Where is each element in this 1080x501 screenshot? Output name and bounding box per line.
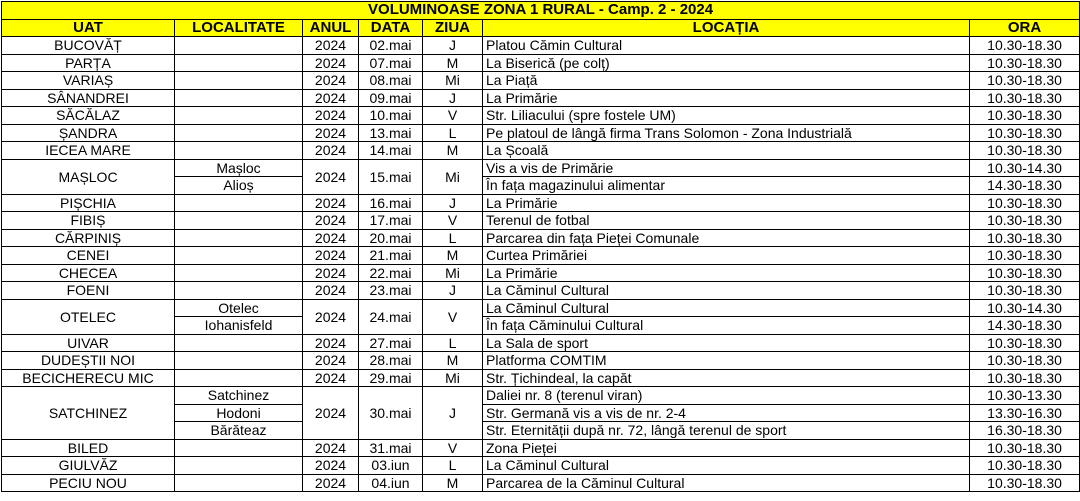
cell-locatia: La Sala de sport	[483, 334, 970, 352]
cell-locatia: La Căminul Cultural	[483, 457, 970, 475]
cell-localitate	[175, 229, 303, 247]
cell-locatia: Parcarea din fața Pieței Comunale	[483, 229, 970, 247]
cell-anul: 2024	[303, 229, 359, 247]
table-row	[2, 142, 1080, 160]
cell-ora: 10.30-13.30	[970, 387, 1080, 405]
cell-ora: 10.30-18.30	[970, 474, 1080, 492]
cell-uat: BECICHERECU MIC	[2, 369, 175, 387]
schedule-table	[1, 1, 1080, 492]
cell-locatia: Str. Liliacului (spre fostele UM)	[483, 107, 970, 125]
cell-ora: 10.30-18.30	[970, 457, 1080, 475]
cell-localitate: Satchinez	[175, 387, 303, 405]
header-uat: UAT	[2, 19, 175, 37]
cell-localitate	[175, 264, 303, 282]
cell-data: 20.mai	[359, 229, 423, 247]
cell-locatia: Pe platoul de lângă firma Trans Solomon - Zona Industrială	[483, 124, 970, 142]
cell-ziua: J	[423, 387, 483, 440]
cell-ora: 10.30-14.30	[970, 159, 1080, 177]
cell-localitate	[175, 282, 303, 300]
cell-localitate	[175, 474, 303, 492]
table-row	[2, 387, 1080, 405]
table-row	[2, 264, 1080, 282]
cell-localitate	[175, 107, 303, 125]
table-row	[2, 159, 1080, 177]
cell-locatia: Str. Germană vis a vis de nr. 2-4	[483, 404, 970, 422]
cell-ora: 10.30-18.30	[970, 72, 1080, 90]
cell-uat: OTELEC	[2, 299, 175, 334]
cell-data: 08.mai	[359, 72, 423, 90]
cell-data: 24.mai	[359, 299, 423, 334]
cell-anul: 2024	[303, 159, 359, 194]
table-row	[2, 89, 1080, 107]
cell-ora: 10.30-18.30	[970, 124, 1080, 142]
cell-locatia: La Biserică (pe colț)	[483, 54, 970, 72]
cell-data: 28.mai	[359, 352, 423, 370]
header-ora: ORA	[970, 19, 1080, 37]
cell-anul: 2024	[303, 124, 359, 142]
cell-anul: 2024	[303, 247, 359, 265]
cell-ziua: M	[423, 54, 483, 72]
cell-ziua: L	[423, 124, 483, 142]
table-row	[2, 247, 1080, 265]
table-body	[2, 37, 1080, 492]
cell-ora: 14.30-18.30	[970, 317, 1080, 335]
cell-ora: 10.30-18.30	[970, 212, 1080, 230]
cell-ora: 10.30-14.30	[970, 299, 1080, 317]
cell-anul: 2024	[303, 282, 359, 300]
cell-ora: 10.30-18.30	[970, 142, 1080, 160]
cell-data: 31.mai	[359, 439, 423, 457]
table-row	[2, 334, 1080, 352]
cell-locatia: La Primărie	[483, 264, 970, 282]
cell-uat: IECEA MARE	[2, 142, 175, 160]
cell-locatia: Vis a vis de Primărie	[483, 159, 970, 177]
cell-ziua: V	[423, 107, 483, 125]
cell-uat: PIȘCHIA	[2, 194, 175, 212]
header-anul: ANUL	[303, 19, 359, 37]
cell-localitate	[175, 89, 303, 107]
cell-ziua: L	[423, 229, 483, 247]
cell-uat: SATCHINEZ	[2, 387, 175, 440]
cell-uat: SÂNANDREI	[2, 89, 175, 107]
cell-locatia: Parcarea de la Căminul Cultural	[483, 474, 970, 492]
cell-anul: 2024	[303, 194, 359, 212]
cell-anul: 2024	[303, 54, 359, 72]
cell-uat: FIBIȘ	[2, 212, 175, 230]
cell-ziua: Mi	[423, 264, 483, 282]
cell-ziua: J	[423, 89, 483, 107]
cell-data: 23.mai	[359, 282, 423, 300]
cell-localitate	[175, 369, 303, 387]
cell-data: 21.mai	[359, 247, 423, 265]
cell-localitate: Hodoni	[175, 404, 303, 422]
cell-locatia: Curtea Primăriei	[483, 247, 970, 265]
cell-locatia: La Căminul Cultural	[483, 282, 970, 300]
cell-ora: 10.30-18.30	[970, 439, 1080, 457]
cell-uat: MAȘLOC	[2, 159, 175, 194]
cell-locatia: Terenul de fotbal	[483, 212, 970, 230]
cell-ziua: J	[423, 194, 483, 212]
cell-anul: 2024	[303, 474, 359, 492]
cell-anul: 2024	[303, 352, 359, 370]
cell-data: 29.mai	[359, 369, 423, 387]
cell-data: 14.mai	[359, 142, 423, 160]
header-localitate: LOCALITATE	[175, 19, 303, 37]
cell-data: 03.iun	[359, 457, 423, 475]
cell-anul: 2024	[303, 89, 359, 107]
cell-localitate	[175, 124, 303, 142]
cell-anul: 2024	[303, 369, 359, 387]
cell-ora: 16.30-18.30	[970, 422, 1080, 440]
cell-ora: 10.30-18.30	[970, 352, 1080, 370]
cell-ziua: Mi	[423, 159, 483, 194]
header-ziua: ZIUA	[423, 19, 483, 37]
cell-ora: 10.30-18.30	[970, 282, 1080, 300]
cell-localitate: Bărăteaz	[175, 422, 303, 440]
table-row	[2, 439, 1080, 457]
table-row	[2, 54, 1080, 72]
header-data: DATA	[359, 19, 423, 37]
cell-ora: 10.30-18.30	[970, 247, 1080, 265]
cell-uat: CHECEA	[2, 264, 175, 282]
cell-uat: VARIAȘ	[2, 72, 175, 90]
cell-uat: GIULVĂZ	[2, 457, 175, 475]
table-title: VOLUMINOASE ZONA 1 RURAL - Camp. 2 - 2024	[2, 2, 1080, 20]
cell-uat: SĂCĂLAZ	[2, 107, 175, 125]
cell-data: 22.mai	[359, 264, 423, 282]
cell-ora: 10.30-18.30	[970, 89, 1080, 107]
cell-ora: 10.30-18.30	[970, 54, 1080, 72]
cell-ora: 10.30-18.30	[970, 37, 1080, 55]
cell-ora: 10.30-18.30	[970, 107, 1080, 125]
cell-data: 07.mai	[359, 54, 423, 72]
cell-anul: 2024	[303, 212, 359, 230]
cell-locatia: Str. Eternității după nr. 72, lângă terenul de sport	[483, 422, 970, 440]
cell-ora: 10.30-18.30	[970, 369, 1080, 387]
cell-uat: PARȚA	[2, 54, 175, 72]
table-row	[2, 212, 1080, 230]
cell-localitate	[175, 54, 303, 72]
cell-ziua: Mi	[423, 72, 483, 90]
cell-locatia: La Școală	[483, 142, 970, 160]
cell-locatia: La Primărie	[483, 89, 970, 107]
cell-localitate	[175, 194, 303, 212]
table-row	[2, 124, 1080, 142]
cell-anul: 2024	[303, 37, 359, 55]
table-row	[2, 72, 1080, 90]
cell-anul: 2024	[303, 457, 359, 475]
table-row	[2, 282, 1080, 300]
cell-data: 17.mai	[359, 212, 423, 230]
cell-locatia: Platforma COMTIM	[483, 352, 970, 370]
cell-ziua: L	[423, 334, 483, 352]
cell-locatia: Zona Pieței	[483, 439, 970, 457]
cell-ziua: V	[423, 439, 483, 457]
cell-ziua: Mi	[423, 369, 483, 387]
cell-localitate	[175, 334, 303, 352]
cell-ziua: J	[423, 282, 483, 300]
cell-ora: 10.30-18.30	[970, 194, 1080, 212]
cell-localitate	[175, 439, 303, 457]
cell-uat: DUDEȘTII NOI	[2, 352, 175, 370]
cell-localitate	[175, 457, 303, 475]
cell-locatia: La Primărie	[483, 194, 970, 212]
cell-anul: 2024	[303, 72, 359, 90]
cell-ziua: M	[423, 352, 483, 370]
cell-localitate	[175, 72, 303, 90]
cell-uat: FOENI	[2, 282, 175, 300]
cell-locatia: Platou Cămin Cultural	[483, 37, 970, 55]
table-row	[2, 474, 1080, 492]
cell-anul: 2024	[303, 387, 359, 440]
cell-uat: BILED	[2, 439, 175, 457]
cell-locatia: Str. Țichindeal, la capăt	[483, 369, 970, 387]
header-locatia: LOCAȚIA	[483, 19, 970, 37]
cell-data: 16.mai	[359, 194, 423, 212]
cell-uat: UIVAR	[2, 334, 175, 352]
cell-ora: 14.30-18.30	[970, 177, 1080, 195]
cell-data: 13.mai	[359, 124, 423, 142]
cell-uat: ȘANDRA	[2, 124, 175, 142]
cell-locatia: La Căminul Cultural	[483, 299, 970, 317]
cell-ora: 13.30-16.30	[970, 404, 1080, 422]
cell-anul: 2024	[303, 439, 359, 457]
cell-localitate	[175, 142, 303, 160]
cell-locatia: La Piață	[483, 72, 970, 90]
cell-ora: 10.30-18.30	[970, 264, 1080, 282]
table-row	[2, 107, 1080, 125]
cell-localitate	[175, 37, 303, 55]
cell-anul: 2024	[303, 264, 359, 282]
cell-ziua: M	[423, 474, 483, 492]
table-row	[2, 299, 1080, 317]
cell-ziua: V	[423, 212, 483, 230]
cell-localitate	[175, 212, 303, 230]
cell-data: 30.mai	[359, 387, 423, 440]
table-row	[2, 352, 1080, 370]
table-row	[2, 457, 1080, 475]
cell-anul: 2024	[303, 334, 359, 352]
cell-ziua: L	[423, 457, 483, 475]
cell-data: 27.mai	[359, 334, 423, 352]
cell-anul: 2024	[303, 107, 359, 125]
cell-uat: BUCOVĂȚ	[2, 37, 175, 55]
cell-locatia: Daliei nr. 8 (terenul viran)	[483, 387, 970, 405]
cell-localitate	[175, 352, 303, 370]
table-row	[2, 369, 1080, 387]
cell-localitate	[175, 247, 303, 265]
cell-data: 15.mai	[359, 159, 423, 194]
cell-ziua: M	[423, 247, 483, 265]
cell-uat: CĂRPINIȘ	[2, 229, 175, 247]
cell-ziua: M	[423, 142, 483, 160]
cell-uat: PECIU NOU	[2, 474, 175, 492]
table-row	[2, 37, 1080, 55]
cell-anul: 2024	[303, 299, 359, 334]
cell-ora: 10.30-18.30	[970, 229, 1080, 247]
cell-locatia: În fața magazinului alimentar	[483, 177, 970, 195]
cell-data: 09.mai	[359, 89, 423, 107]
cell-localitate: Iohanisfeld	[175, 317, 303, 335]
cell-data: 04.iun	[359, 474, 423, 492]
table-row	[2, 229, 1080, 247]
cell-localitate: Mașloc	[175, 159, 303, 177]
cell-uat: CENEI	[2, 247, 175, 265]
cell-ziua: V	[423, 299, 483, 334]
cell-localitate: Alioș	[175, 177, 303, 195]
cell-localitate: Otelec	[175, 299, 303, 317]
cell-ora: 10.30-18.30	[970, 334, 1080, 352]
cell-data: 02.mai	[359, 37, 423, 55]
cell-anul: 2024	[303, 142, 359, 160]
cell-data: 10.mai	[359, 107, 423, 125]
cell-locatia: În fața Căminului Cultural	[483, 317, 970, 335]
table-row	[2, 194, 1080, 212]
cell-ziua: J	[423, 37, 483, 55]
